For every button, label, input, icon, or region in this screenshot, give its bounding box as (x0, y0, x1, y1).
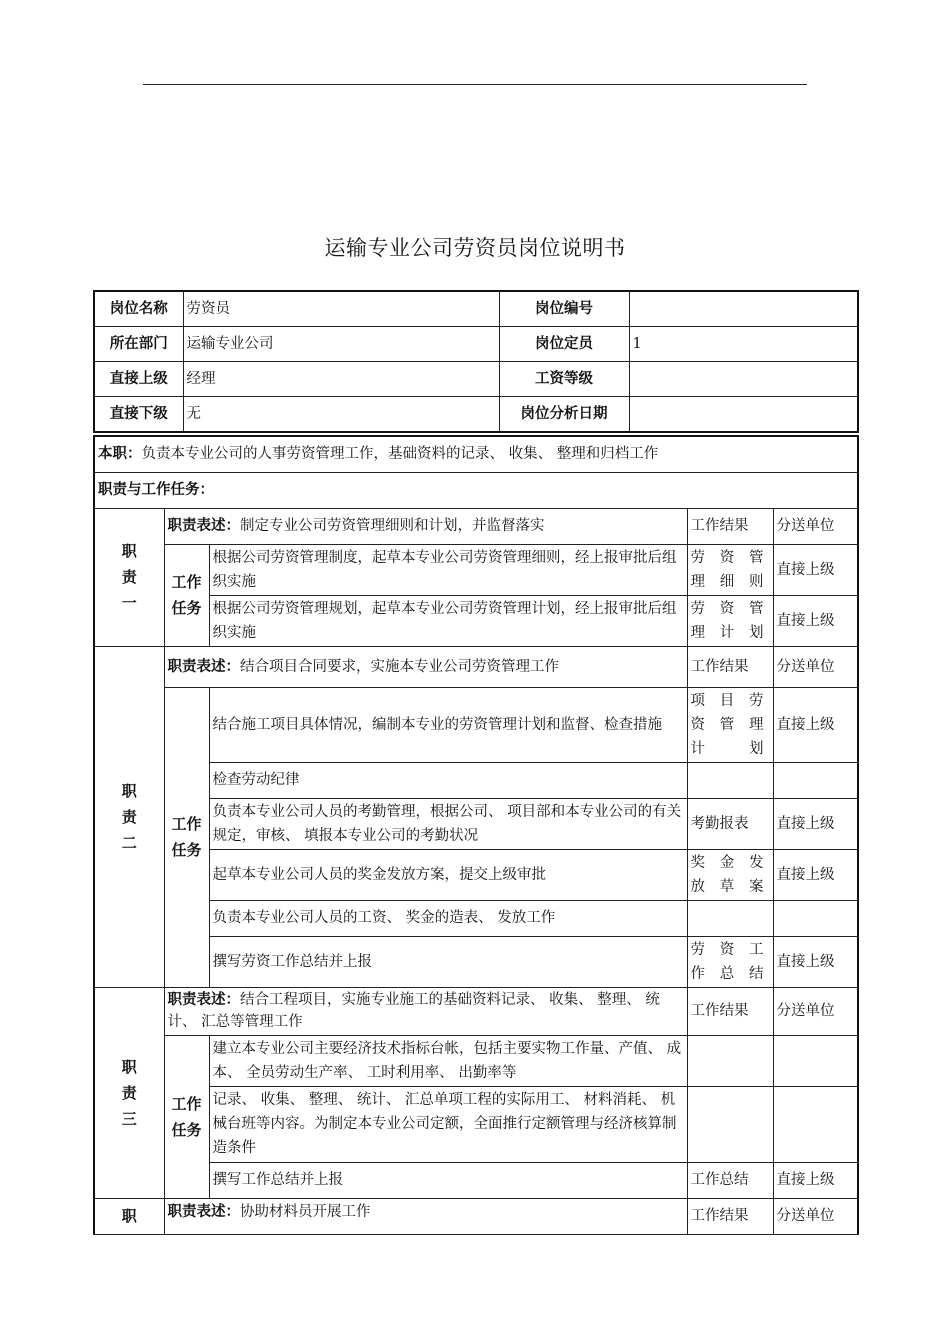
task-text: 记录、 收集、 整理、 统计、 汇总单项工程的实际用工、 材料消耗、 机械台班等内容。为制定本专业公司定额，全面推行定额管理与经济核算制造条件 (209, 1086, 687, 1162)
task-text: 负责本专业公司人员的考勤管理，根据公司、 项目部和本专业公司的有关规定，审核、 填报本专业公司的考勤状况 (209, 798, 687, 849)
result-header: 工作结果 (687, 1198, 773, 1234)
position-name-label: 岗位名称 (94, 291, 183, 327)
core-duty (94, 436, 858, 472)
task-send: 直接上级 (773, 849, 858, 900)
task-result: 考勤报表 (687, 798, 773, 849)
task-text: 起草本专业公司人员的奖金发放方案，提交上级审批 (209, 849, 687, 900)
subordinate-value: 无 (183, 397, 499, 433)
task-text: 撰写劳资工作总结并上报 (209, 936, 687, 987)
grade-label: 工资等级 (499, 362, 629, 397)
task-text: 建立本专业公司主要经济技术指标台帐，包括主要实物工作量、产值、 成本、 全员劳动生产率、 工时利用率、 出勤率等 (209, 1035, 687, 1086)
duty-2-desc-text: 结合项目合同要求，实施本专业公司劳资管理工作 (240, 658, 559, 675)
section-label: 职 责 二 (121, 781, 137, 852)
task-result (687, 1035, 773, 1086)
task-result: 劳资管理细则 (687, 544, 773, 595)
dept-value: 运输专业公司 (183, 327, 499, 362)
duty-1-desc (164, 508, 687, 544)
duty-4-desc (164, 1198, 687, 1234)
desc-label: 职责表述 (167, 658, 226, 675)
section-duty-4 (94, 1198, 164, 1234)
header-rule (143, 84, 807, 85)
task-send: 直接上级 (773, 687, 858, 762)
duty-1-desc-text: 制定专业公司劳资管理细则和计划，并监督落实 (240, 518, 545, 534)
duties-table (93, 435, 859, 1235)
task-result (687, 762, 773, 798)
desc-label: 职责表述 (167, 518, 226, 534)
task-send (773, 1035, 858, 1086)
task-text: 撰写工作总结并上报 (209, 1162, 687, 1198)
core-duty-label: 本职： (98, 446, 142, 463)
desc-colon: ： (225, 518, 240, 534)
section-duty-3 (94, 987, 164, 1198)
position-name-value: 劳资员 (183, 291, 499, 327)
desc-colon: ： (225, 1203, 240, 1220)
desc-label: 职责表述 (167, 1203, 226, 1220)
task-text: 根据公司劳资管理规划，起草本专业公司劳资管理计划，经上报审批后组织实施 (209, 595, 687, 646)
task-send: 直接上级 (773, 798, 858, 849)
task-result: 工作总结 (687, 1162, 773, 1198)
section-label: 职 责 一 (121, 542, 137, 612)
task-label (164, 1035, 209, 1198)
task-label (164, 687, 209, 987)
task-send: 直接上级 (773, 544, 858, 595)
task-result: 项目劳资管理计划 (687, 687, 773, 762)
task-send (773, 762, 858, 798)
send-header: 分送单位 (773, 508, 858, 544)
send-header: 分送单位 (773, 646, 858, 687)
section-duty-2 (94, 646, 164, 987)
superior-label: 直接上级 (94, 362, 183, 397)
result-header: 工作结果 (687, 987, 773, 1035)
task-result: 奖金发放草案 (687, 849, 773, 900)
task-result: 劳资工作总结 (687, 936, 773, 987)
send-header: 分送单位 (773, 987, 858, 1035)
duty-3-desc-text: 结合工程项目，实施专业施工的基础资料记录、 收集、 整理、 统计、 汇总等管理工作 (167, 992, 660, 1030)
task-label-text: 工作 任务 (171, 815, 202, 859)
send-header: 分送单位 (773, 1198, 858, 1234)
analysis-date-value (629, 397, 858, 433)
result-header: 工作结果 (687, 646, 773, 687)
grade-value (629, 362, 858, 397)
section-label: 职 (121, 1207, 137, 1225)
task-result (687, 900, 773, 936)
desc-colon: ： (225, 658, 240, 675)
task-send: 直接上级 (773, 595, 858, 646)
task-text: 结合施工项目具体情况，编制本专业的劳资管理计划和监督、检查措施 (209, 687, 687, 762)
task-send: 直接上级 (773, 1162, 858, 1198)
position-no-label: 岗位编号 (499, 291, 629, 327)
duty-4-desc-text: 协助材料员开展工作 (240, 1203, 371, 1220)
superior-value: 经理 (183, 362, 499, 397)
core-duty-text: 负责本专业公司的人事劳资管理工作，基础资料的记录、 收集、 整理和归档工作 (141, 446, 659, 463)
task-text: 根据公司劳资管理制度，起草本专业公司劳资管理细则，经上报审批后组织实施 (209, 544, 687, 595)
duty-2-desc (164, 646, 687, 687)
dept-label: 所在部门 (94, 327, 183, 362)
task-label-text: 工作 任务 (171, 1094, 202, 1139)
task-text: 检查劳动纪律 (209, 762, 687, 798)
task-send (773, 900, 858, 936)
headcount-value: 1 (629, 327, 858, 362)
task-send: 直接上级 (773, 936, 858, 987)
task-text: 负责本专业公司人员的工资、 奖金的造表、 发放工作 (209, 900, 687, 936)
task-result: 劳资管理计划 (687, 595, 773, 646)
result-header: 工作结果 (687, 508, 773, 544)
duty-3-desc (164, 987, 687, 1035)
desc-colon: ： (225, 992, 240, 1008)
basic-info-table (93, 290, 859, 433)
duties-header: 职责与工作任务： (94, 472, 858, 508)
subordinate-label: 直接下级 (94, 397, 183, 433)
position-no-value (629, 291, 858, 327)
task-label (164, 544, 209, 646)
analysis-date-label: 岗位分析日期 (499, 397, 629, 433)
section-duty-1 (94, 508, 164, 646)
section-label: 职 责 三 (121, 1057, 137, 1128)
document-title: 运输专业公司劳资员岗位说明书 (324, 236, 626, 260)
task-send (773, 1086, 858, 1162)
task-label-text: 工作 任务 (171, 573, 202, 617)
desc-label: 职责表述 (167, 992, 226, 1008)
headcount-label: 岗位定员 (499, 327, 629, 362)
task-result (687, 1086, 773, 1162)
